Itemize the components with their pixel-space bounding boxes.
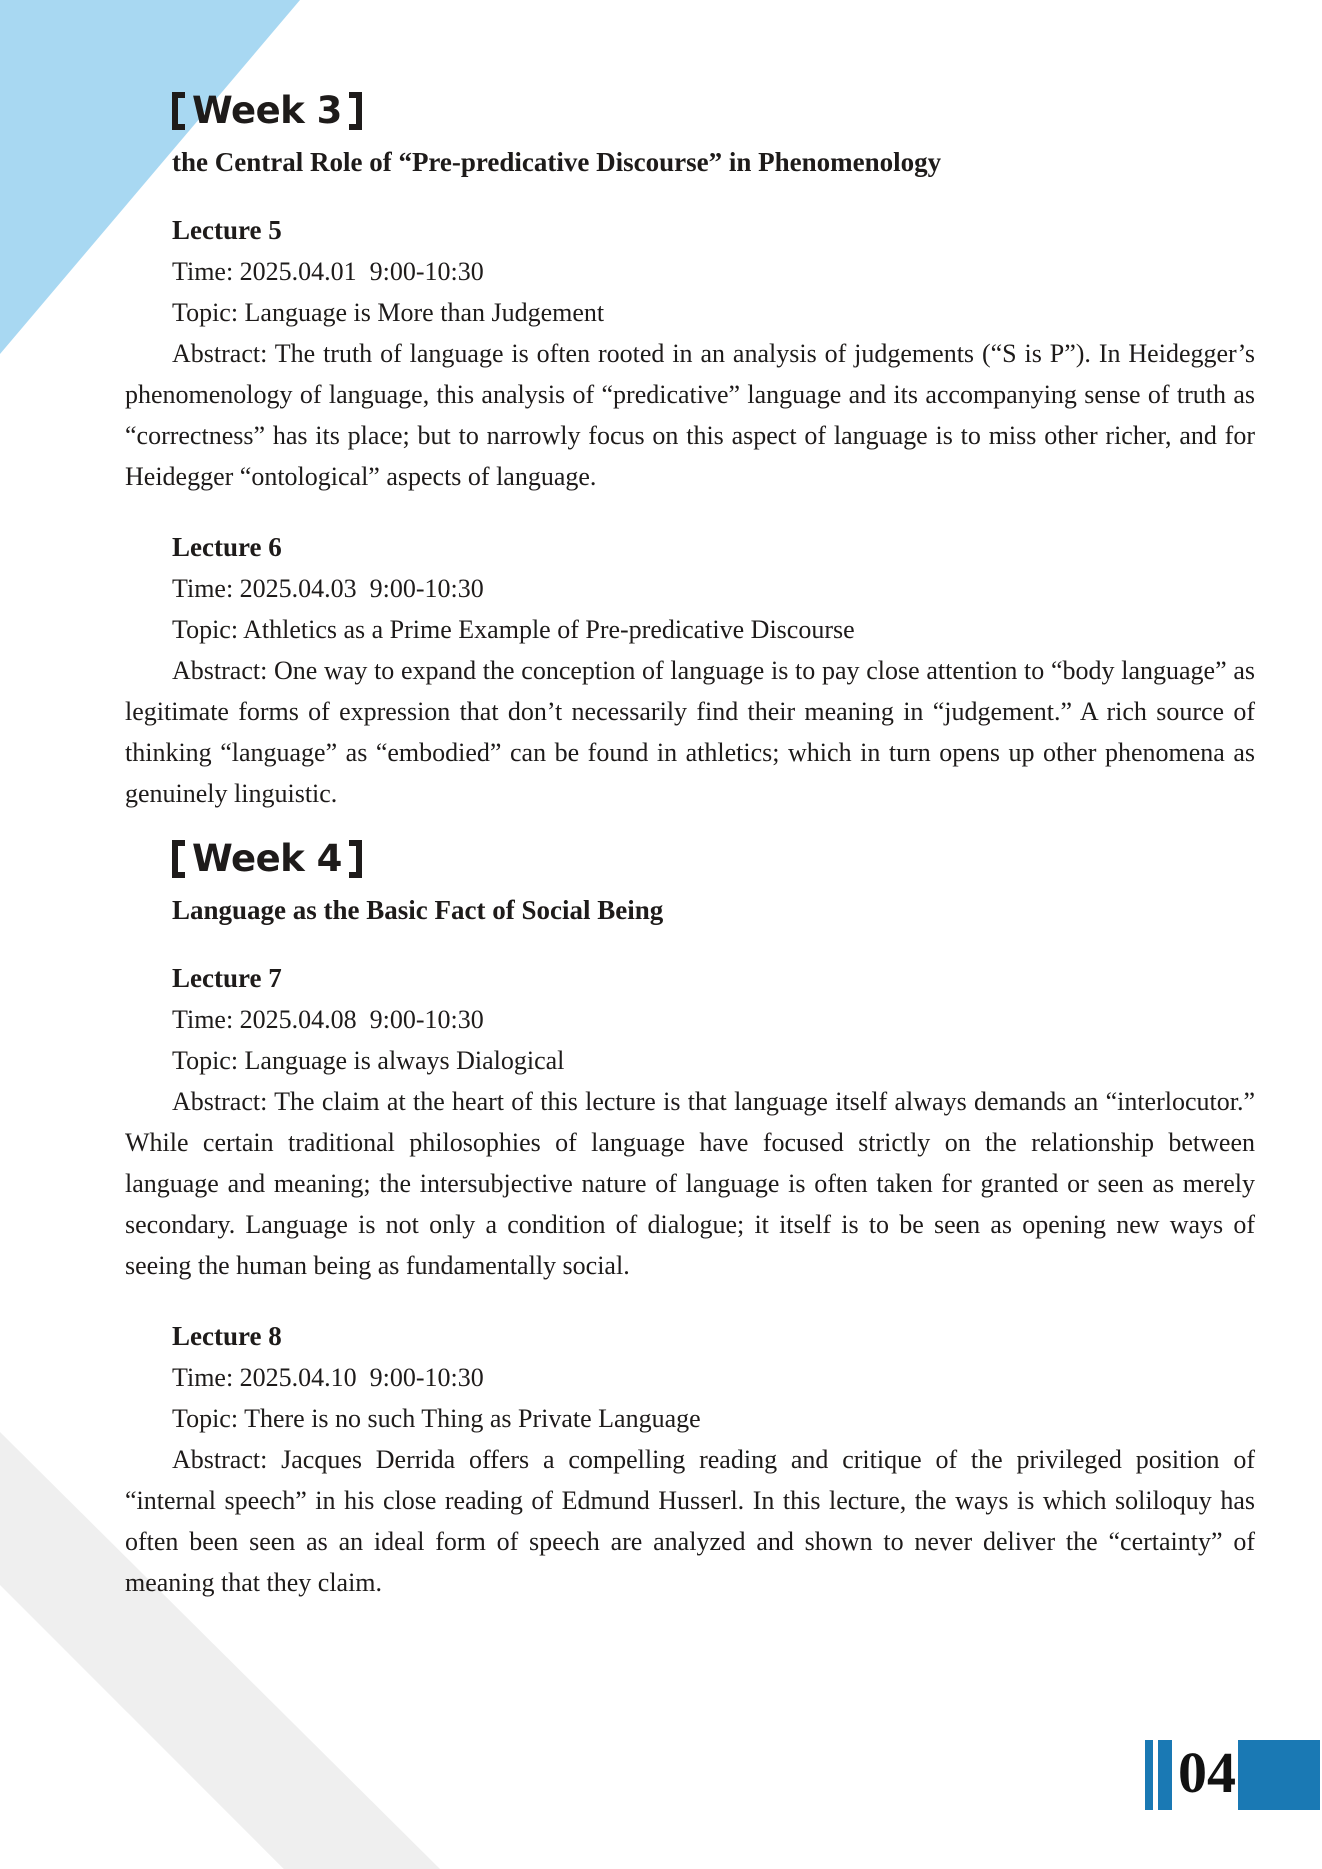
lecture-block bbox=[125, 527, 1255, 814]
lecture-block bbox=[125, 1316, 1255, 1603]
lecture-abstract: Abstract: The truth of language is often rooted in an analysis of judgements (“S is P”). In Heidegger’s phenomenology of language, this analysis of “predicative” language and its accompanying sense of truth as “correctness” has its place; but to narrowly focus on this aspect of language is to miss other richer, and for Heidegger “ontological” aspects of language. bbox=[125, 339, 1255, 491]
lecture-abstract: Abstract: One way to expand the conception of language is to pay close attention to “body language” as legitimate forms of expression that don’t necessarily find their meaning in “judgement.” A rich source of thinking “language” as “embodied” can be found in athletics; which in turn opens up other phenomena as genuinely linguistic. bbox=[125, 656, 1255, 808]
lecture-topic: Topic: There is no such Thing as Private Language bbox=[172, 1404, 701, 1433]
week-heading-text: Week 3 bbox=[192, 89, 342, 132]
week-section bbox=[125, 88, 1255, 814]
week-heading bbox=[125, 88, 1255, 134]
lenticular-bracket-right-icon bbox=[349, 92, 362, 130]
lecture-time: Time: 2025.04.01 9:00-10:30 bbox=[172, 257, 484, 286]
week-section bbox=[125, 836, 1255, 1603]
lecture-title: Lecture 7 bbox=[172, 963, 282, 993]
week-heading bbox=[125, 836, 1255, 882]
accent-bar-thin bbox=[1145, 1740, 1153, 1810]
lenticular-bracket-left-icon bbox=[172, 840, 185, 878]
lenticular-bracket-right-icon bbox=[349, 840, 362, 878]
lectures-container bbox=[125, 958, 1255, 1603]
week-heading-text: Week 4 bbox=[192, 837, 342, 880]
lecture-title: Lecture 6 bbox=[172, 532, 282, 562]
week-subtitle: the Central Role of “Pre-predicative Discourse” in Phenomenology bbox=[172, 147, 942, 177]
lecture-block bbox=[125, 958, 1255, 1286]
lecture-title: Lecture 8 bbox=[172, 1321, 282, 1351]
weeks-container bbox=[125, 88, 1255, 1603]
lectures-container bbox=[125, 210, 1255, 814]
lenticular-bracket-left-icon bbox=[172, 92, 185, 130]
lecture-title: Lecture 5 bbox=[172, 215, 282, 245]
page-number: 04 bbox=[1178, 1740, 1236, 1805]
week-subtitle: Language as the Basic Fact of Social Being bbox=[172, 895, 664, 925]
lecture-topic: Topic: Language is always Dialogical bbox=[172, 1046, 565, 1075]
lecture-block bbox=[125, 210, 1255, 497]
accent-square bbox=[1238, 1740, 1320, 1810]
lecture-time: Time: 2025.04.03 9:00-10:30 bbox=[172, 574, 484, 603]
lecture-topic: Topic: Athletics as a Prime Example of Pre-predicative Discourse bbox=[172, 615, 855, 644]
lecture-topic: Topic: Language is More than Judgement bbox=[172, 298, 605, 327]
lecture-abstract: Abstract: Jacques Derrida offers a compelling reading and critique of the privileged position of “internal speech” in his close reading of Edmund Husserl. In this lecture, the ways is which soliloquy has often been seen as an ideal form of speech are analyzed and shown to never deliver the “certainty” of meaning that they claim. bbox=[125, 1445, 1255, 1597]
lecture-abstract: Abstract: The claim at the heart of this lecture is that language itself always demands an “interlocutor.” While certain traditional philosophies of language have focused strictly on the relationship between language and meaning; the intersubjective nature of language is often taken for granted or seen as merely secondary. Language is not only a condition of dialogue; it itself is to be seen as opening new ways of seeing the human being as fundamentally social. bbox=[125, 1087, 1255, 1280]
lecture-time: Time: 2025.04.10 9:00-10:30 bbox=[172, 1363, 484, 1392]
document-body bbox=[125, 0, 1255, 1603]
page-footer bbox=[0, 1740, 1322, 1810]
accent-bar-thick bbox=[1158, 1740, 1172, 1810]
lecture-time: Time: 2025.04.08 9:00-10:30 bbox=[172, 1005, 484, 1034]
